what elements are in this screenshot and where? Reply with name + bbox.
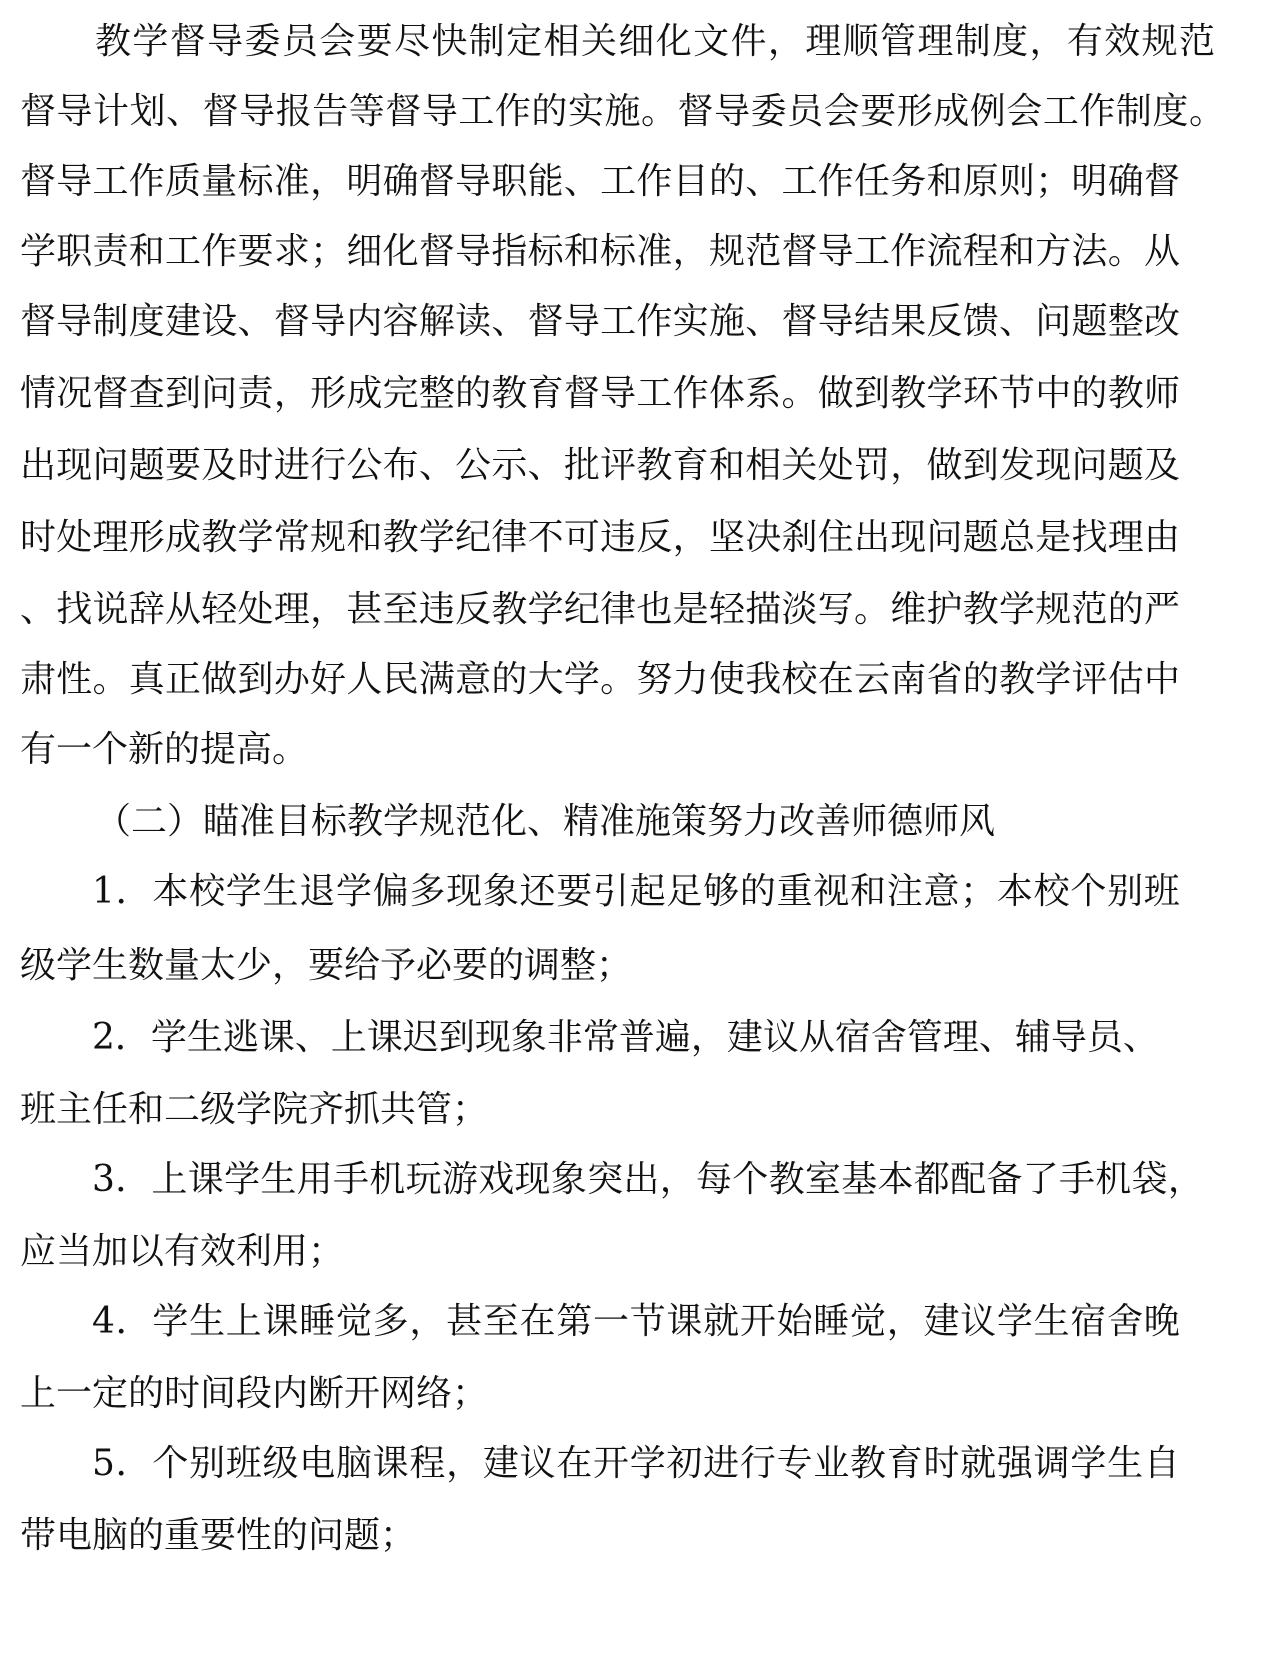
paragraph-line: 教学督导委员会要尽快制定相关细化文件，理顺管理制度，有效规范: [95, 21, 1217, 62]
paragraph-line: 有一个新的提高。: [20, 729, 309, 770]
list-item-line: 5．个别班级电脑课程，建议在开学初进行专业教育时就强调学生自: [92, 1443, 1181, 1484]
list-item-line: 带电脑的重要性的问题；: [20, 1515, 417, 1556]
list-item-line: 4．学生上课睡觉多，甚至在第一节课就开始睡觉，建议学生宿舍晚: [92, 1301, 1181, 1342]
paragraph-line: 、找说辞从轻处理，甚至违反教学纪律也是轻描淡写。维护教学规范的严: [20, 589, 1181, 630]
list-item-line: 上一定的时间段内断开网络；: [20, 1373, 489, 1414]
paragraph-line: 督导制度建设、督导内容解读、督导工作实施、督导结果反馈、问题整改: [20, 301, 1181, 342]
paragraph-line: 肃性。真正做到办好人民满意的大学。努力使我校在云南省的教学评估中: [20, 659, 1181, 700]
paragraph-line: 学职责和工作要求；细化督导指标和标准，规范督导工作流程和方法。从: [20, 231, 1181, 272]
section-heading: （二）瞄准目标教学规范化、精准施策努力改善师德师风: [95, 801, 996, 842]
paragraph-line: 督导工作质量标准，明确督导职能、工作目的、工作任务和原则；明确督: [20, 161, 1181, 202]
list-item-line: 3．上课学生用手机玩游戏现象突出，每个教室基本都配备了手机袋，: [92, 1159, 1205, 1200]
paragraph-line: 情况督查到问责，形成完整的教育督导工作体系。做到教学环节中的教师: [20, 373, 1181, 414]
list-item-line: 班主任和二级学院齐抓共管；: [20, 1089, 489, 1130]
list-item-line: 级学生数量太少，要给予必要的调整；: [20, 945, 633, 986]
list-item-line: 2．学生逃课、上课迟到现象非常普遍，建议从宿舍管理、辅导员、: [92, 1017, 1159, 1058]
list-item-line: 1．本校学生退学偏多现象还要引起足够的重视和注意；本校个别班: [92, 871, 1181, 912]
paragraph-line: 出现问题要及时进行公布、公示、批评教育和相关处罚，做到发现问题及: [20, 445, 1181, 486]
paragraph-line: 督导计划、督导报告等督导工作的实施。督导委员会要形成例会工作制度。: [20, 91, 1226, 132]
list-item-line: 应当加以有效利用；: [20, 1231, 345, 1272]
paragraph-line: 时处理形成教学常规和教学纪律不可违反，坚决刹住出现问题总是找理由: [20, 517, 1181, 558]
